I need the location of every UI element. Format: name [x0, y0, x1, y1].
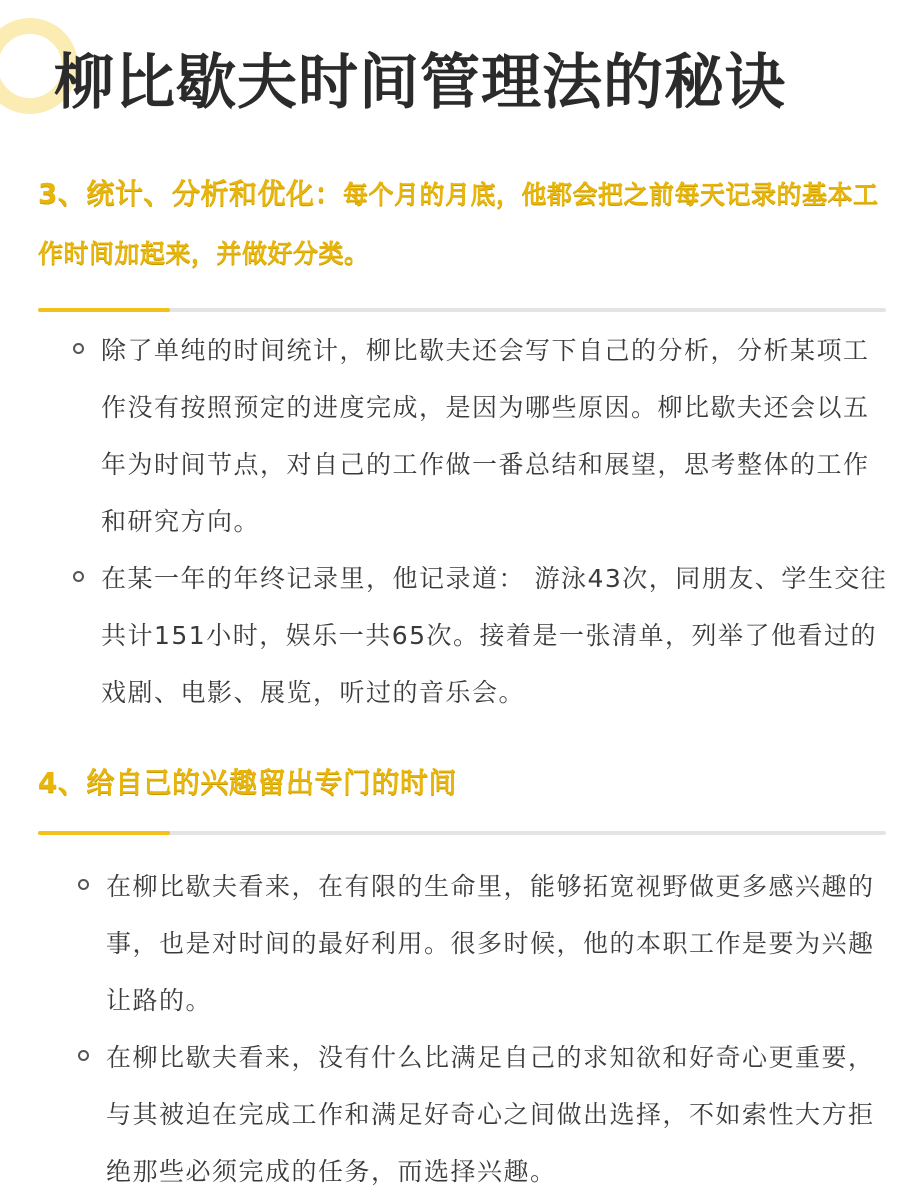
section-3: [38, 165, 886, 283]
page-title: 柳比歇夫时间管理法的秘诀: [54, 48, 786, 118]
section-3-divider-accent: [38, 308, 170, 312]
section-4-bullet-list: [106, 858, 896, 1200]
section-4: [38, 754, 886, 812]
section-3-divider: [38, 308, 886, 312]
section-4-divider: [38, 831, 886, 835]
list-item: [106, 1029, 896, 1200]
hollow-circle-bullet-icon: [78, 879, 89, 890]
list-item: [101, 550, 891, 721]
list-item: [101, 322, 891, 550]
section-3-bullet-list: [101, 322, 891, 721]
list-item-text: 在柳比歇夫看来，在有限的生命里，能够拓宽视野做更多感兴趣的事，也是对时间的最好利用。很多时候，他的本职工作是要为兴趣让路的。: [106, 872, 875, 1015]
list-item-text: 在柳比歇夫看来，没有什么比满足自己的求知欲和好奇心更重要，与其被迫在完成工作和满足好奇心之间做出选择，不如索性大方拒绝那些必须完成的任务，而选择兴趣。: [106, 1043, 875, 1186]
list-item: [106, 858, 896, 1029]
list-item-text: 在某一年的年终记录里，他记录道： 游泳43次，同朋友、学生交往共计151小时，娱乐一共65次。接着是一张清单，列举了他看过的戏剧、电影、展览，听过的音乐会。: [101, 564, 888, 707]
section-3-heading-label: 3、统计、分析和优化：: [38, 177, 343, 210]
list-item-text: 除了单纯的时间统计，柳比歇夫还会写下自己的分析，分析某项工作没有按照预定的进度完成，是因为哪些原因。柳比歇夫还会以五年为时间节点，对自己的工作做一番总结和展望，思考整体的工作和研究方向。: [101, 336, 870, 536]
hollow-circle-bullet-icon: [73, 343, 84, 354]
hollow-circle-bullet-icon: [78, 1050, 89, 1061]
section-4-heading: 4、给自己的兴趣留出专门的时间: [38, 766, 457, 799]
hollow-circle-bullet-icon: [73, 571, 84, 582]
section-3-heading-description: 每个月的月底，他都会把之前每天记录的基本工作时间加起来，并做好分类。: [38, 180, 879, 268]
section-4-divider-accent: [38, 831, 170, 835]
section-3-heading: [38, 165, 886, 283]
